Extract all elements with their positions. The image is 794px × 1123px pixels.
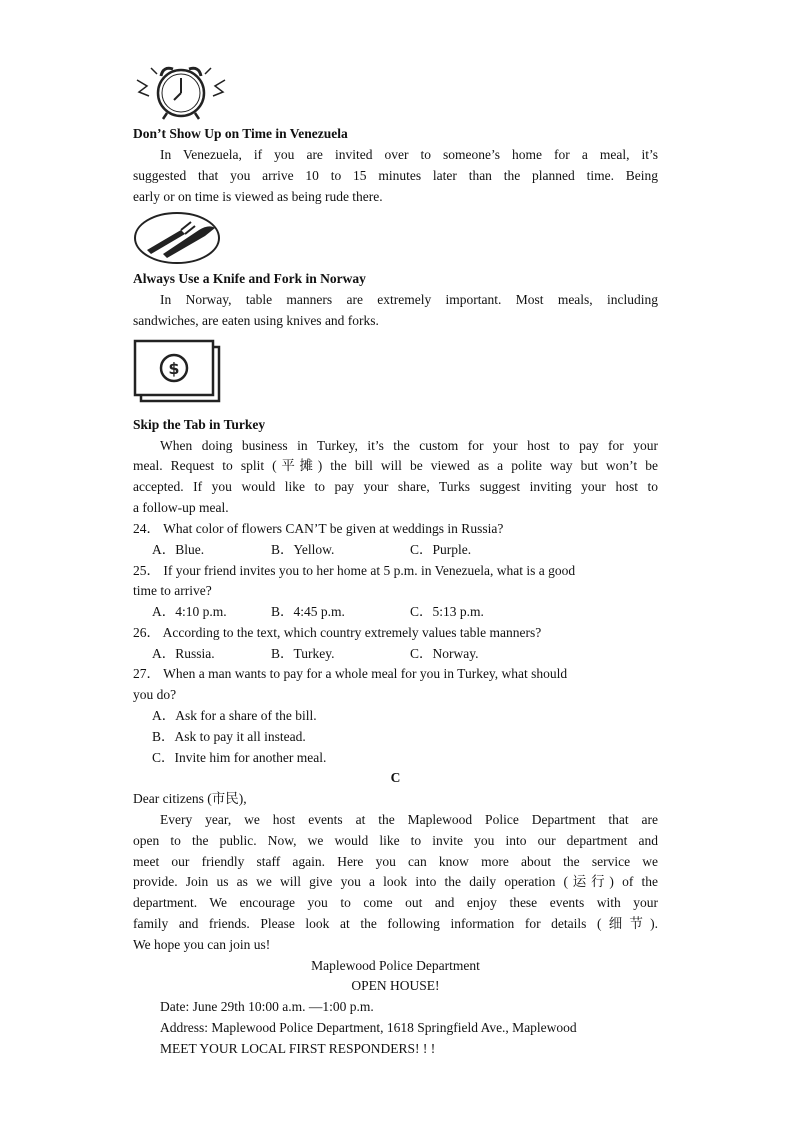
section-title-norway: Always Use a Knife and Fork in Norway xyxy=(133,271,366,286)
notice-title: Maplewood Police Department xyxy=(311,958,480,973)
option-b: B．Yellow. xyxy=(271,542,335,557)
notice-slogan: MEET YOUR LOCAL FIRST RESPONDERS! ! ! xyxy=(160,1041,436,1056)
paragraph-line: early or on time is viewed as being rude there. xyxy=(133,189,383,204)
option-a: A．Ask for a share of the bill. xyxy=(152,708,317,723)
knife-fork-icon xyxy=(133,210,223,266)
notice-subtitle: OPEN HOUSE! xyxy=(351,978,440,993)
paragraph-line: In Norway, table manners are extremely important. Most meals, including xyxy=(160,292,658,307)
greeting: Dear citizens (市民), xyxy=(133,791,247,806)
notice-address: Address: Maplewood Police Department, 1618 Springfield Ave., Maplewood xyxy=(160,1020,577,1035)
option-b: B．Turkey. xyxy=(271,646,335,661)
paragraph-line: provide. Join us as we will give you a look into the daily operation (运行) of the xyxy=(133,874,658,889)
option-a: A．Russia. xyxy=(152,646,215,661)
question-25-cont: time to arrive? xyxy=(133,583,212,598)
paragraph-line: When doing business in Turkey, it’s the custom for your host to pay for your xyxy=(160,438,658,453)
section-title-turkey: Skip the Tab in Turkey xyxy=(133,417,266,432)
paragraph-line: meet our friendly staff again. Here you can know more about the service we xyxy=(133,854,658,869)
question-24: 24． What color of flowers CAN’T be given at weddings in Russia? xyxy=(133,521,504,536)
paragraph-line: meal. Request to split (平摊) the bill will be viewed as a polite way but won’t be xyxy=(133,458,658,473)
paragraph-line: suggested that you arrive 10 to 15 minutes later than the planned time. Being xyxy=(133,168,658,183)
svg-text:$: $ xyxy=(168,359,180,378)
option-b: B．4:45 p.m. xyxy=(271,604,345,619)
paragraph-line: department. We encourage you to come out and enjoy these events with your xyxy=(133,895,658,910)
paragraph-line: accepted. If you would like to pay your share, Turks suggest inviting your host to xyxy=(133,479,658,494)
option-c: C．Norway. xyxy=(410,646,479,661)
question-26: 26． According to the text, which country extremely values table manners? xyxy=(133,625,542,640)
option-c: C．Purple. xyxy=(410,542,472,557)
question-27-cont: you do? xyxy=(133,687,177,702)
paragraph-line: In Venezuela, if you are invited over to someone’s home for a meal, it’s xyxy=(160,147,658,162)
paragraph-line: open to the public. Now, we would like to invite you into our department and xyxy=(133,833,658,848)
paragraph-line: sandwiches, are eaten using knives and forks. xyxy=(133,313,379,328)
money-bill-icon xyxy=(133,339,223,403)
question-25: 25． If your friend invites you to her home at 5 p.m. in Venezuela, what is a good xyxy=(133,563,576,578)
paragraph-line: We hope you can join us! xyxy=(133,937,271,952)
question-27: 27． When a man wants to pay for a whole meal for you in Turkey, what should xyxy=(133,666,568,681)
alarm-clock-icon xyxy=(133,60,229,122)
option-a: A．4:10 p.m. xyxy=(152,604,227,619)
notice-date: Date: June 29th 10:00 a.m. —1:00 p.m. xyxy=(160,999,374,1014)
section-title-venezuela: Don’t Show Up on Time in Venezuela xyxy=(133,126,348,141)
option-c: C．Invite him for another meal. xyxy=(152,750,327,765)
option-b: B．Ask to pay it all instead. xyxy=(152,729,306,744)
paragraph-line: family and friends. Please look at the following information for details (细节). xyxy=(133,916,658,931)
paragraph-line: a follow-up meal. xyxy=(133,500,229,515)
option-a: A．Blue. xyxy=(152,542,205,557)
paragraph-line: Every year, we host events at the Maplewood Police Department that are xyxy=(160,812,658,827)
option-c: C．5:13 p.m. xyxy=(410,604,484,619)
passage-label: C xyxy=(390,770,401,785)
